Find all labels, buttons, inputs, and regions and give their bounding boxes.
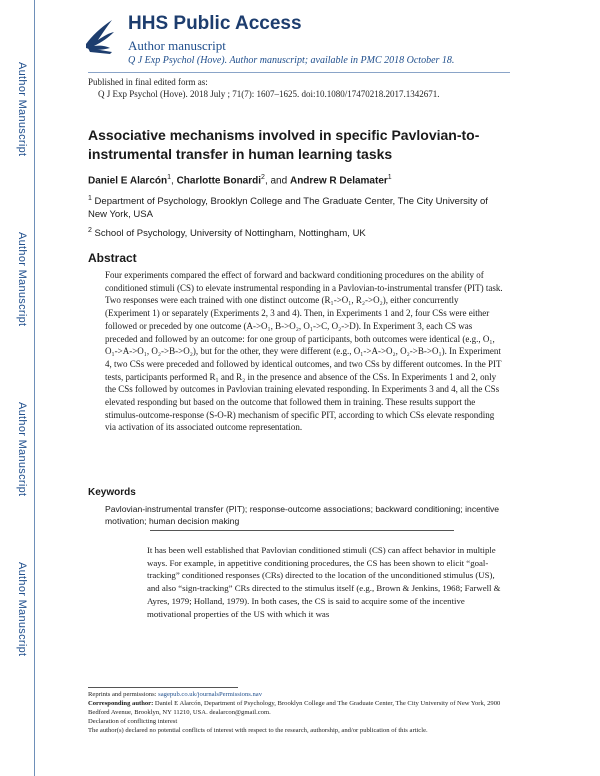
- published-citation: Q J Exp Psychol (Hove). 2018 July ; 71(7): 1607–1625. doi:10.1080/17470218.2017.1342671.: [98, 89, 440, 99]
- affiliation-text: Department of Psychology, Brooklyn College and The Graduate Center, The City University of New York, USA: [88, 196, 488, 221]
- side-label-author-manuscript: Author Manuscript: [16, 232, 28, 327]
- intro-paragraph: It has been well established that Pavlovian conditioned stimuli (CS) can affect behavior in multiple ways. For example, in appetitive conditioning procedures, the CS has been shown to elicit “goal-tracking” conditioned responses (CRs) directed to the location of the unconditioned stimulus (US), and also “sign-tracking” CRs directed to the stimulus itself (e.g., Brown & Jenkins, 1968; Farwell & Ayres, 1979; Holland, 1979). In both cases, the CS is said to acquire some of the incentive motivational properties of the US with which it was: [147, 545, 501, 619]
- corresponding-line: [88, 699, 508, 717]
- keywords-heading: Keywords: [88, 487, 136, 498]
- pmc-citation: Q J Exp Psychol (Hove). Author manuscript; available in PMC 2018 October 18.: [128, 55, 455, 66]
- hhs-eagle-logo-icon: [82, 14, 116, 58]
- corresponding-label: Corresponding author:: [88, 700, 154, 707]
- reprints-label: Reprints and permissions:: [88, 691, 159, 698]
- side-label-author-manuscript: Author Manuscript: [16, 562, 28, 657]
- margin-rule: [34, 0, 35, 776]
- affiliation-1: [88, 192, 498, 221]
- side-label-author-manuscript: Author Manuscript: [16, 402, 28, 497]
- author-list: [88, 174, 392, 186]
- author-name: Daniel E Alarcón: [88, 175, 168, 187]
- affiliation-text: School of Psychology, University of Nottingham, Nottingham, UK: [94, 228, 366, 240]
- permissions-link[interactable]: sagepub.co.uk/journalsPermissions.nav: [158, 691, 262, 698]
- hhs-public-access-title: HHS Public Access: [128, 13, 302, 34]
- footnote-rule: [88, 687, 238, 688]
- affiliation-num: 2: [88, 227, 92, 234]
- author-sup: 2: [261, 174, 265, 181]
- corresponding-text: Daniel E Alarcón, Department of Psychology, Brooklyn College and The Graduate Center, The City University of New York, 2900 Bedford Avenue, Brooklyn, NY 11210, USA. dealarcon@gmail.com.: [88, 700, 501, 716]
- published-label: Published in final edited form as:: [88, 77, 208, 87]
- conflict-heading: Declaration of conflicting interest: [88, 718, 178, 725]
- author-name: Andrew R Delamater: [289, 175, 388, 187]
- abstract-text: Four experiments compared the effect of forward and backward conditioning procedures on the ability of conditioned stimuli (CS) to elevate instrumental responding in a Pavlovian-to-instrumental transfer (PIT) task. Two responses were each trained with one distinct outcome (R₁->O₁, R₂->O₂), either concurrently (Experiment 1) or separately (Experiments 2, 3 and 4). Then, in Experiments 1 and 2, four CSs were either followed or preceded by one outcome (A->O₁, B->O₂, O₁->C, O₂->D). In Experiment 3, each CS was preceded and followed by an outcome: for one group of participants, both outcomes were identical (e.g., O₁, O₁->A->O₁, O₂->B->O₂), but for the other, they were different (e.g., O₁->A->O₂, O₂->B->O₁). In Experiment 4, two CSs were preceded and followed by identical outcomes, and two CSs by different outcomes. In the PIT tests, participants performed R₁ and R₂ in the presence and absence of the CSs. In Experiments 1 and 2, only the CSs followed by outcomes in Pavlovian training elevated responding. In Experiments 3 and 4, all the CSs elevated responding but based on the outcome that followed them in training. These results support the stimulus-outcome-response (S-O-R) mechanism of specific PIT, according to which CSs elevate responding via activation of its associated outcome representation.: [105, 270, 503, 433]
- affiliation-num: 1: [88, 195, 92, 202]
- side-label-author-manuscript: Author Manuscript: [16, 62, 28, 157]
- published-in: [88, 76, 440, 100]
- author-sep: , and: [264, 175, 290, 187]
- keywords-text: Pavlovian-instrumental transfer (PIT); response-outcome associations; backward conditioning; incentive motivation; human decision making: [105, 504, 500, 526]
- section-rule: [150, 530, 454, 531]
- author-sup: 1: [387, 174, 392, 181]
- header-rule: [88, 72, 510, 73]
- article-title: Associative mechanisms involved in specific Pavlovian-to-instrumental transfer in human learning tasks: [88, 127, 480, 162]
- conflict-text: The author(s) declared no potential conflicts of interest with respect to the research, authorship, and/or publication of this article.: [88, 727, 428, 734]
- reprints-line: [88, 690, 508, 699]
- author-manuscript-subtitle: Author manuscript: [128, 38, 226, 53]
- footnotes: [88, 690, 508, 735]
- author-name: Charlotte Bonardi: [176, 175, 262, 187]
- affiliation-2: [88, 224, 498, 240]
- abstract-heading: Abstract: [88, 251, 137, 265]
- author-sup: 1: [167, 174, 172, 181]
- author-sep: ,: [171, 175, 177, 187]
